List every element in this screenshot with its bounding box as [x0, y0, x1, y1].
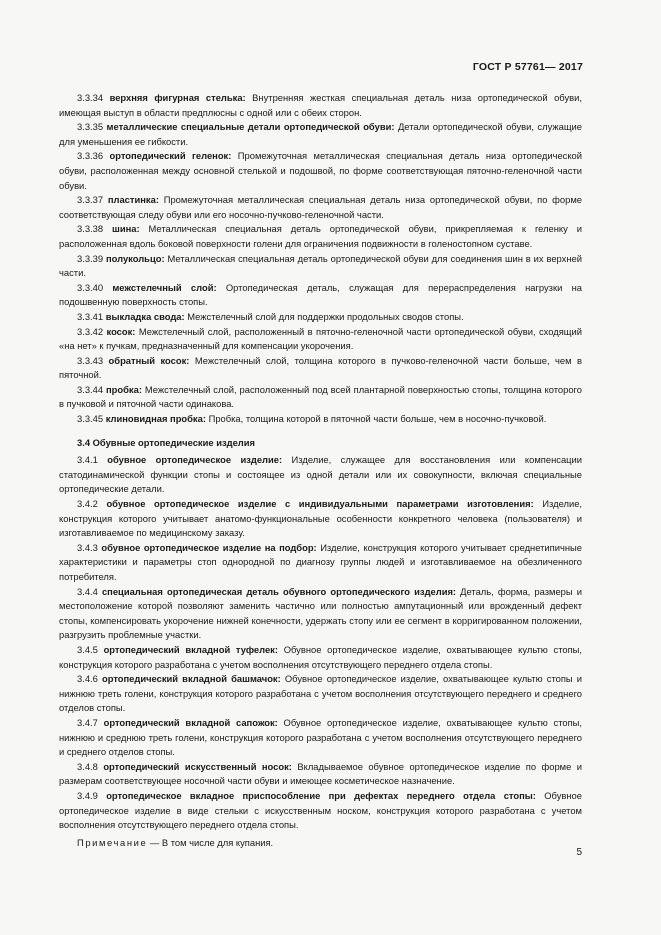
entry-definition: Ортопедическая деталь, служащая для перераспределения нагрузки на подошвенную поверхность стопы.	[59, 281, 582, 308]
definition-entry	[59, 716, 582, 760]
entry-number: 3.3.40	[77, 281, 104, 293]
definition-entry	[59, 643, 582, 672]
definition-entry	[59, 383, 582, 412]
entry-term: ортопедическое вкладное приспособление при дефектах переднего отдела стопы:	[106, 789, 536, 801]
entry-definition: Внутренняя жесткая специальная деталь низа ортопедической обуви, имеющая выступ в области предплюсны с одной или с обеих сторон.	[59, 92, 582, 118]
entry-number: 3.3.39	[77, 252, 104, 264]
note-text: — В том числе для купания.	[147, 836, 274, 848]
entry-number: 3.3.34	[77, 92, 104, 103]
definition-entry	[59, 541, 582, 585]
entry-definition: Обувное ортопедическое изделие, охватывающее культю стопы и нижнюю треть голени, конструкция которого разработана с учетом восполнения отсутствующего переднего и среднего отделов стопы.	[59, 673, 583, 714]
entry-definition: Межстелечный слой, толщина которого в пучково-геленочной части больше, чем в пяточной.	[59, 354, 582, 381]
entry-term: ортопедический вкладной сапожок:	[103, 716, 278, 728]
entry-term: ортопедический вкладной башмачок:	[101, 673, 281, 685]
entry-term: ортопедический геленок:	[109, 150, 232, 162]
entry-term: клиновидная пробка:	[105, 413, 206, 425]
entry-number: 3.4.4	[77, 585, 98, 597]
entry-definition: Межстелечный слой для поддержки продольных сводов стопы.	[187, 310, 464, 322]
entry-definition: Металлическая специальная деталь ортопедической обуви для соединения шин в их верхней части.	[59, 252, 582, 279]
entry-term: шина:	[112, 223, 140, 235]
entry-definition: Деталь, форма, размеры и местоположение которой позволяют заменить частично или полностью ампутационный или врожденный дефект стопы, компенсировать укорочение нижней конечности, удержать стопу или ее сегмент в корригированном положении, разгрузить проблемные участки.	[59, 585, 582, 641]
entry-number: 3.4.3	[77, 541, 98, 553]
entry-term: обувное ортопедическое изделие на подбор:	[101, 541, 317, 553]
entry-number: 3.3.36	[77, 150, 104, 162]
entry-definition: Промежуточная металлическая специальная деталь низа ортопедической обуви, расположенная между основной стелькой и подошвой, по форме соответствующая пяточно-геленочной части обуви.	[59, 150, 583, 191]
definition-entry	[59, 310, 582, 325]
definition-entry	[59, 789, 582, 833]
definition-entry	[59, 149, 582, 193]
entry-term: обувное ортопедическое изделие с индивидуальными параметрами изготовления:	[106, 498, 534, 510]
entry-term: металлические специальные детали ортопедической обуви:	[106, 121, 395, 133]
entry-term: выкладка свода:	[105, 310, 185, 322]
entry-term: пластинка:	[107, 194, 159, 206]
note-paragraph	[59, 836, 582, 851]
entry-number: 3.4.5	[77, 643, 98, 655]
entry-definition: Изделие, служащее для восстановления или компенсации статодинамической функции стопы и состоящее из одной детали или их совокупности, включая специальные ортопедические детали.	[59, 454, 583, 495]
entry-definition: Изделие, конструкция которого учитывает анатомо-функциональные особенности конкретного человека (пользователя) и изготавливаемое по медицинскому заказу.	[59, 498, 583, 539]
entry-definition: Детали ортопедической обуви, служащие для уменьшения ее гибкости.	[59, 121, 583, 147]
definition-entry	[59, 193, 582, 222]
entry-number: 3.3.42	[77, 325, 104, 337]
definition-entry	[59, 120, 582, 149]
entry-number: 3.3.35	[77, 121, 104, 133]
entry-term: ортопедический искусственный носок:	[103, 760, 292, 772]
entry-definition: Обувное ортопедическое изделие, охватывающее культю стопы, нижнюю и среднюю треть голени, конструкция которого разработана с учетом восполнения отсутствующего переднего и среднего отделов стопы.	[59, 716, 583, 758]
note-label: Примечание	[77, 836, 148, 848]
entry-number: 3.3.44	[77, 383, 104, 395]
definitions-list-3-4	[59, 453, 582, 832]
definition-entry	[59, 354, 582, 383]
entry-number: 3.4.6	[77, 673, 98, 685]
entry-term: обратный косок:	[108, 354, 190, 366]
entry-number: 3.3.38	[77, 223, 104, 235]
definition-entry	[59, 585, 582, 643]
definition-entry	[59, 222, 582, 251]
entry-number: 3.4.9	[77, 789, 98, 801]
definition-entry	[59, 252, 582, 281]
entry-number: 3.3.45	[77, 413, 104, 425]
entry-definition: Металлическая специальная деталь ортопедической обуви, прикрепляемая к геленку и расположенная вдоль боковой поверхности голени для ограничения подвижности в голеностопном суставе.	[59, 223, 582, 249]
definition-entry	[59, 497, 582, 541]
definition-entry	[59, 453, 582, 497]
entry-definition: Обувное ортопедическое изделие в виде стельки с искусственным носком, конструкция которого разработана с учетом восполнения отсутствующего переднего отдела стопы.	[59, 789, 582, 831]
entry-definition: Обувное ортопедическое изделие, охватывающее культю стопы, конструкция которого разработана с учетом восполнения отсутствующего переднего отдела стопы.	[59, 643, 583, 670]
definition-entry	[59, 91, 582, 120]
definition-entry	[59, 281, 582, 310]
entry-term: полукольцо:	[105, 252, 165, 264]
entry-term: косок:	[106, 325, 136, 337]
entry-definition: Вкладываемое обувное ортопедическое изделие по форме и размерам соответствующее носочной части обуви и имеющее косметическое назначение.	[59, 760, 583, 787]
entry-definition: Межстелечный слой, расположенный в пяточно-геленочной части ортопедической обуви, сходящий «на нет» к пучкам, предназначенный для компенсации укорочения.	[59, 325, 582, 352]
entry-definition: Межстелечный слой, расположенный под всей плантарной поверхностью стопы, толщина которого в пучковой и пяточной части одинакова.	[59, 383, 582, 410]
entry-term: специальная ортопедическая деталь обувного ортопедического изделия:	[101, 585, 457, 597]
definition-entry	[59, 672, 582, 716]
entry-term: ортопедический вкладной туфелек:	[103, 643, 278, 655]
entry-term: обувное ортопедическое изделие:	[107, 454, 283, 466]
entry-number: 3.3.43	[77, 354, 104, 366]
section-heading: 3.4 Обувные ортопедические изделия	[77, 436, 255, 448]
entry-term: межстелечный слой:	[112, 281, 217, 293]
entry-definition: Изделие, конструкция которого учитывает среднетипичные характеристики и параметры стоп однородной по диагнозу группы людей и изготавливаемое на обезличенного потребителя.	[59, 541, 582, 582]
entry-number: 3.4.8	[77, 760, 98, 772]
entry-number: 3.4.2	[77, 498, 98, 510]
document-body	[59, 91, 582, 850]
definitions-list-3-3	[59, 91, 582, 427]
entry-number: 3.4.1	[77, 454, 98, 466]
entry-definition: Промежуточная металлическая специальная деталь низа ортопедической обуви, по форме соответствующая следу обуви или его носочно-пучково-геленочной части.	[59, 194, 582, 220]
entry-term: пробка:	[106, 383, 142, 395]
entry-number: 3.4.7	[77, 716, 98, 728]
definition-entry	[59, 760, 582, 789]
entry-definition: Пробка, толщина которой в пяточной части больше, чем в носочно-пучковой.	[208, 413, 547, 425]
document-header: ГОСТ Р 57761— 2017	[472, 61, 583, 73]
entry-number: 3.3.41	[77, 310, 104, 322]
entry-number: 3.3.37	[77, 194, 104, 206]
entry-term: верхняя фигурная стелька:	[109, 92, 246, 103]
page-number: 5	[576, 847, 582, 858]
definition-entry	[59, 412, 582, 427]
definition-entry	[59, 325, 582, 354]
